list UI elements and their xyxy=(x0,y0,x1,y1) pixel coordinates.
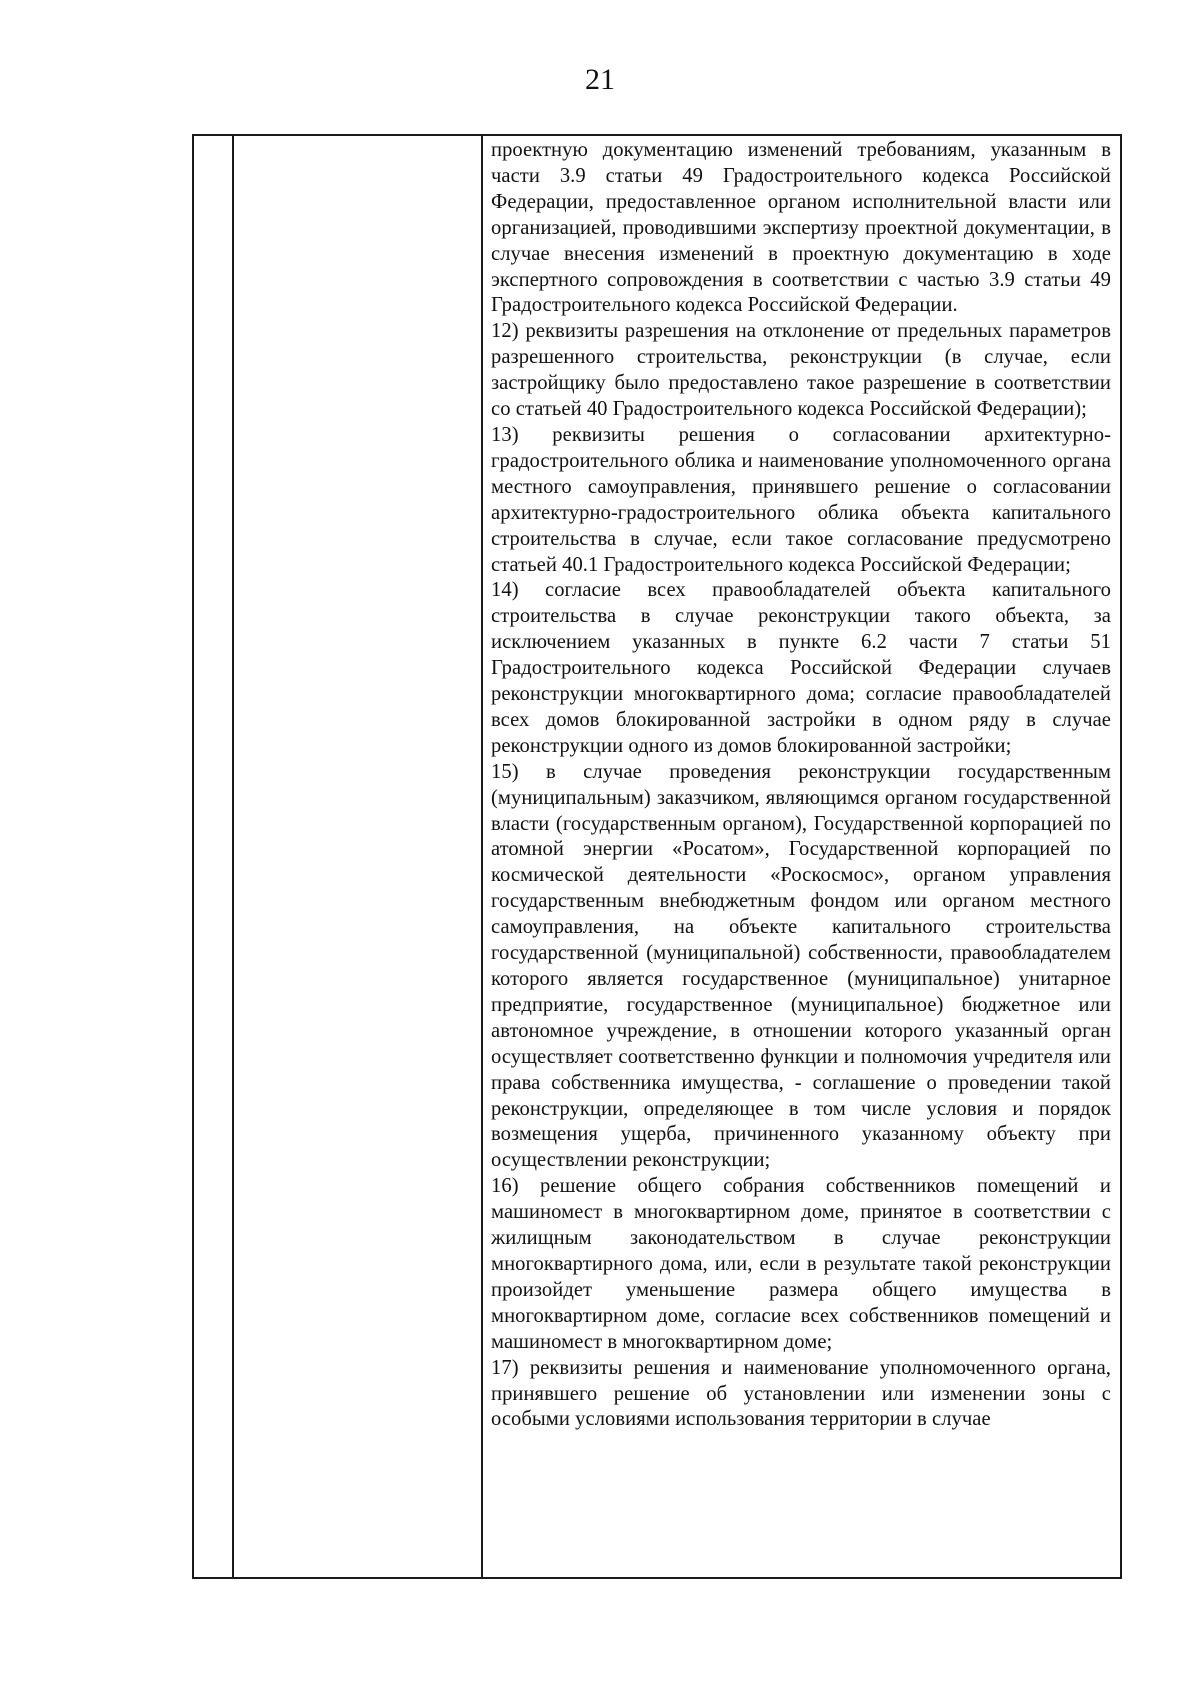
table-column-divider-2 xyxy=(481,136,483,1577)
page-number: 21 xyxy=(585,63,615,96)
paragraph-item-12: 12) реквизиты разрешения на отклонение от предельных параметров разрешенного строительства, реконструкции (в случае, если застройщику было предоставлено такое разрешение в соответствии со статьей 40 Градостроительного кодекса Российской Федерации); xyxy=(491,320,1111,421)
document-table xyxy=(192,134,1122,1579)
paragraph-item-13: 13) реквизиты решения о согласовании архитектурно-градостроительного облика и наименование уполномоченного органа местного самоуправления, принявшего решение о согласовании архитектурно-градостроительного облика объекта капитального строительства в случае, если такое согласование предусмотрено статьей 40.1 Градостроительного кодекса Российской Федерации; xyxy=(491,423,1111,576)
table-text-cell xyxy=(491,138,1111,1433)
paragraph-item-17: 17) реквизиты решения и наименование уполномоченного органа, принявшего решение об установлении или изменении зоны с особыми условиями использования территории в случае xyxy=(491,1356,1111,1431)
paragraph-item-16: 16) решение общего собрания собственников помещений и машиномест в многоквартирном доме, принятое в соответствии с жилищным законодательством в случае реконструкции многоквартирного дома, или, если в результате такой реконструкции произойдет уменьшение размера общего имущества в многоквартирном доме, согласие всех собственников помещений и машиномест в многоквартирном доме; xyxy=(491,1175,1111,1353)
paragraph-item-14: 14) согласие всех правообладателей объекта капитального строительства в случае реконструкции такого объекта, за исключением указанных в пункте 6.2 части 7 статьи 51 Градостроительного кодекса Российской Федерации случаев реконструкции многоквартирного дома; согласие правообладателей всех домов блокированной застройки в одном ряду в случае реконструкции одного из домов блокированной застройки; xyxy=(491,579,1111,757)
table-column-divider-1 xyxy=(232,136,234,1577)
paragraph-item-15: 15) в случае проведения реконструкции государственным (муниципальным) заказчиком, являющимся органом государственной власти (государственным органом), Государственной корпорацией по атомной энергии «Росатом», Государственной корпорацией по космической деятельности «Роскосмос», органом управления государственным внебюджетным фондом или органом местного самоуправления, на объекте капитального строительства государственной (муниципальной) собственности, правообладателем которого является государственное (муниципальное) унитарное предприятие, государственное (муниципальное) бюджетное или автономное учреждение, в отношении которого указанный орган осуществляет соответственно функции и полномочия учредителя или права собственника имущества, - соглашение о проведении такой реконструкции, определяющее в том числе условия и порядок возмещения ущерба, причиненного указанному объекту при осуществлении реконструкции; xyxy=(491,760,1111,1172)
paragraph-continuation-11: проектную документацию изменений требованиям, указанным в части 3.9 статьи 49 Градостроительного кодекса Российской Федерации, предоставленное органом исполнительной власти или организацией, проводившими экспертизу проектной документации, в случае внесения изменений в проектную документацию в ходе экспертного сопровождения в соответствии с частью 3.9 статьи 49 Градостроительного кодекса Российской Федерации. xyxy=(491,139,1111,317)
